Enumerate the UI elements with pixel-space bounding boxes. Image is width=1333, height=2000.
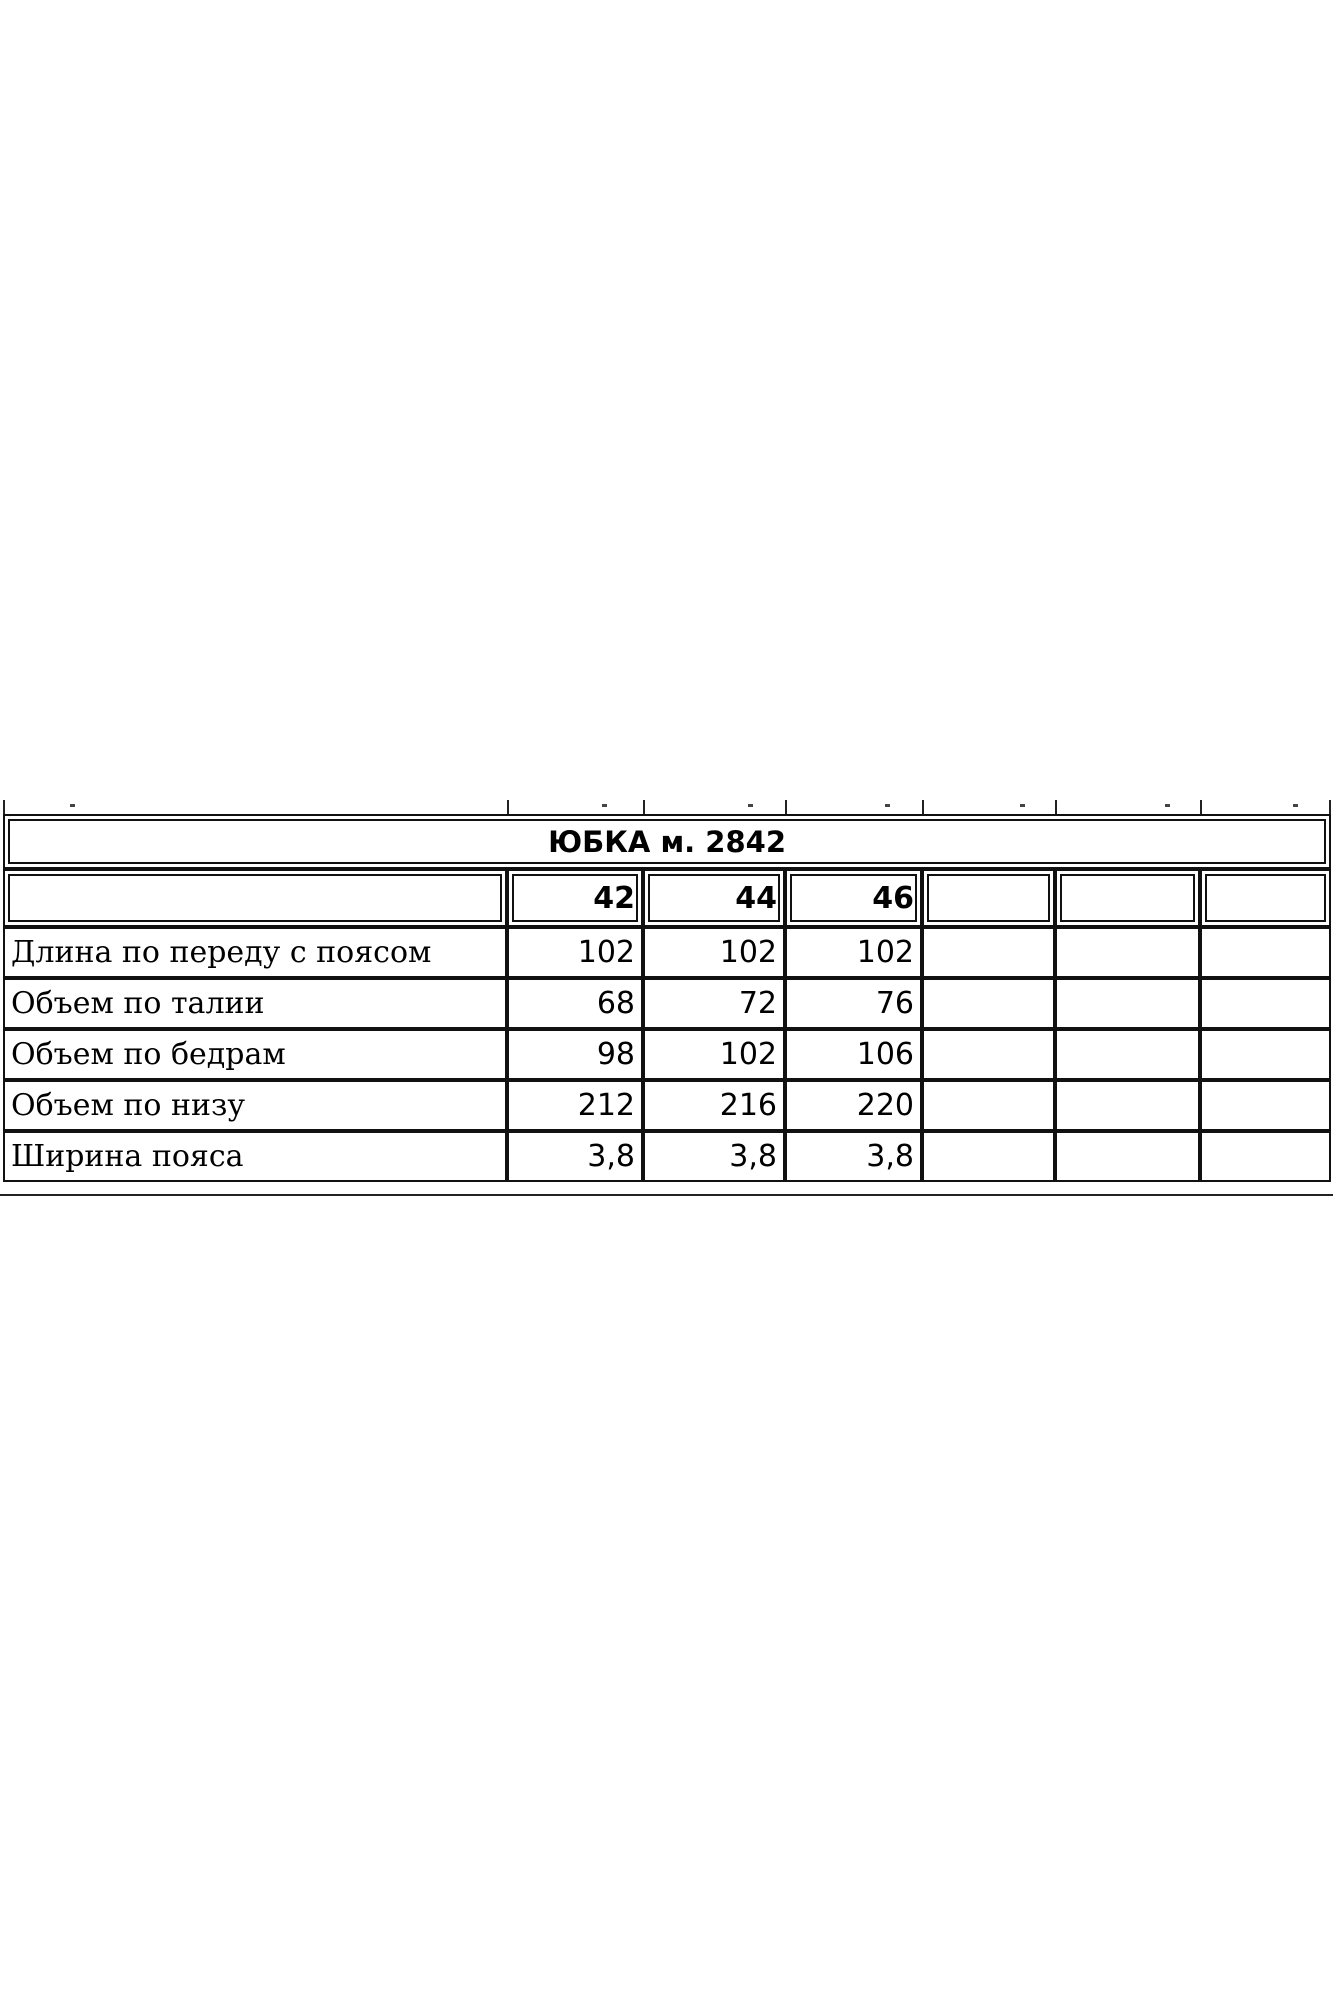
size-header	[1200, 869, 1331, 927]
grid-dot	[748, 804, 753, 807]
measurement-value	[922, 1131, 1055, 1182]
table-row	[3, 927, 1331, 978]
measurement-value: 3,8	[643, 1131, 785, 1182]
measurement-value	[1200, 978, 1331, 1029]
measurement-label: Объем по низу	[3, 1080, 507, 1131]
measurement-value: 98	[507, 1029, 643, 1080]
measurement-value	[1055, 1029, 1200, 1080]
measurement-value: 3,8	[507, 1131, 643, 1182]
grid-dot	[602, 804, 607, 807]
measurement-value	[1055, 978, 1200, 1029]
measurement-value	[1200, 1080, 1331, 1131]
size-chart-sheet	[0, 800, 1333, 1200]
grid-tick	[643, 800, 645, 814]
measurement-value: 106	[785, 1029, 922, 1080]
grid-tick	[1200, 800, 1202, 814]
measurement-value	[1055, 1131, 1200, 1182]
measurement-value: 102	[643, 1029, 785, 1080]
measurement-value: 102	[643, 927, 785, 978]
size-header: 46	[785, 869, 922, 927]
measurement-label: Длина по переду с поясом	[3, 927, 507, 978]
size-header-row	[3, 869, 1331, 927]
size-header: 44	[643, 869, 785, 927]
sheet-bottom-border	[0, 1194, 1333, 1196]
table-title: ЮБКА м. 2842	[3, 814, 1331, 869]
measurement-value: 216	[643, 1080, 785, 1131]
measurement-label: Объем по бедрам	[3, 1029, 507, 1080]
measurement-value	[922, 1080, 1055, 1131]
measurement-value: 220	[785, 1080, 922, 1131]
size-header: 42	[507, 869, 643, 927]
measurement-value: 68	[507, 978, 643, 1029]
size-table	[3, 814, 1331, 1182]
grid-dot	[885, 804, 890, 807]
measurement-value: 102	[785, 927, 922, 978]
title-row	[3, 814, 1331, 869]
measurement-value	[922, 1029, 1055, 1080]
measurement-value	[1055, 1080, 1200, 1131]
table-row	[3, 1080, 1331, 1131]
grid-tick	[922, 800, 924, 814]
measurement-value: 212	[507, 1080, 643, 1131]
measurement-value: 76	[785, 978, 922, 1029]
measurement-value	[922, 978, 1055, 1029]
measurement-value	[1055, 927, 1200, 978]
table-row	[3, 1029, 1331, 1080]
grid-tick	[1329, 800, 1331, 814]
previous-row-remnant	[0, 800, 1333, 814]
table-row	[3, 978, 1331, 1029]
grid-tick	[507, 800, 509, 814]
size-header	[1055, 869, 1200, 927]
grid-tick	[1055, 800, 1057, 814]
grid-dot	[1165, 804, 1170, 807]
measurement-value	[1200, 1029, 1331, 1080]
size-header	[922, 869, 1055, 927]
grid-dot	[1293, 804, 1298, 807]
grid-dot	[70, 804, 75, 807]
measurement-label: Ширина пояса	[3, 1131, 507, 1182]
table-row	[3, 1131, 1331, 1182]
grid-tick	[785, 800, 787, 814]
measurement-value: 102	[507, 927, 643, 978]
grid-dot	[1020, 804, 1025, 807]
measurement-value	[1200, 1131, 1331, 1182]
size-header-label	[3, 869, 507, 927]
measurement-value: 72	[643, 978, 785, 1029]
measurement-label: Объем по талии	[3, 978, 507, 1029]
grid-tick	[3, 800, 5, 814]
measurement-value	[922, 927, 1055, 978]
measurement-value: 3,8	[785, 1131, 922, 1182]
measurement-value	[1200, 927, 1331, 978]
